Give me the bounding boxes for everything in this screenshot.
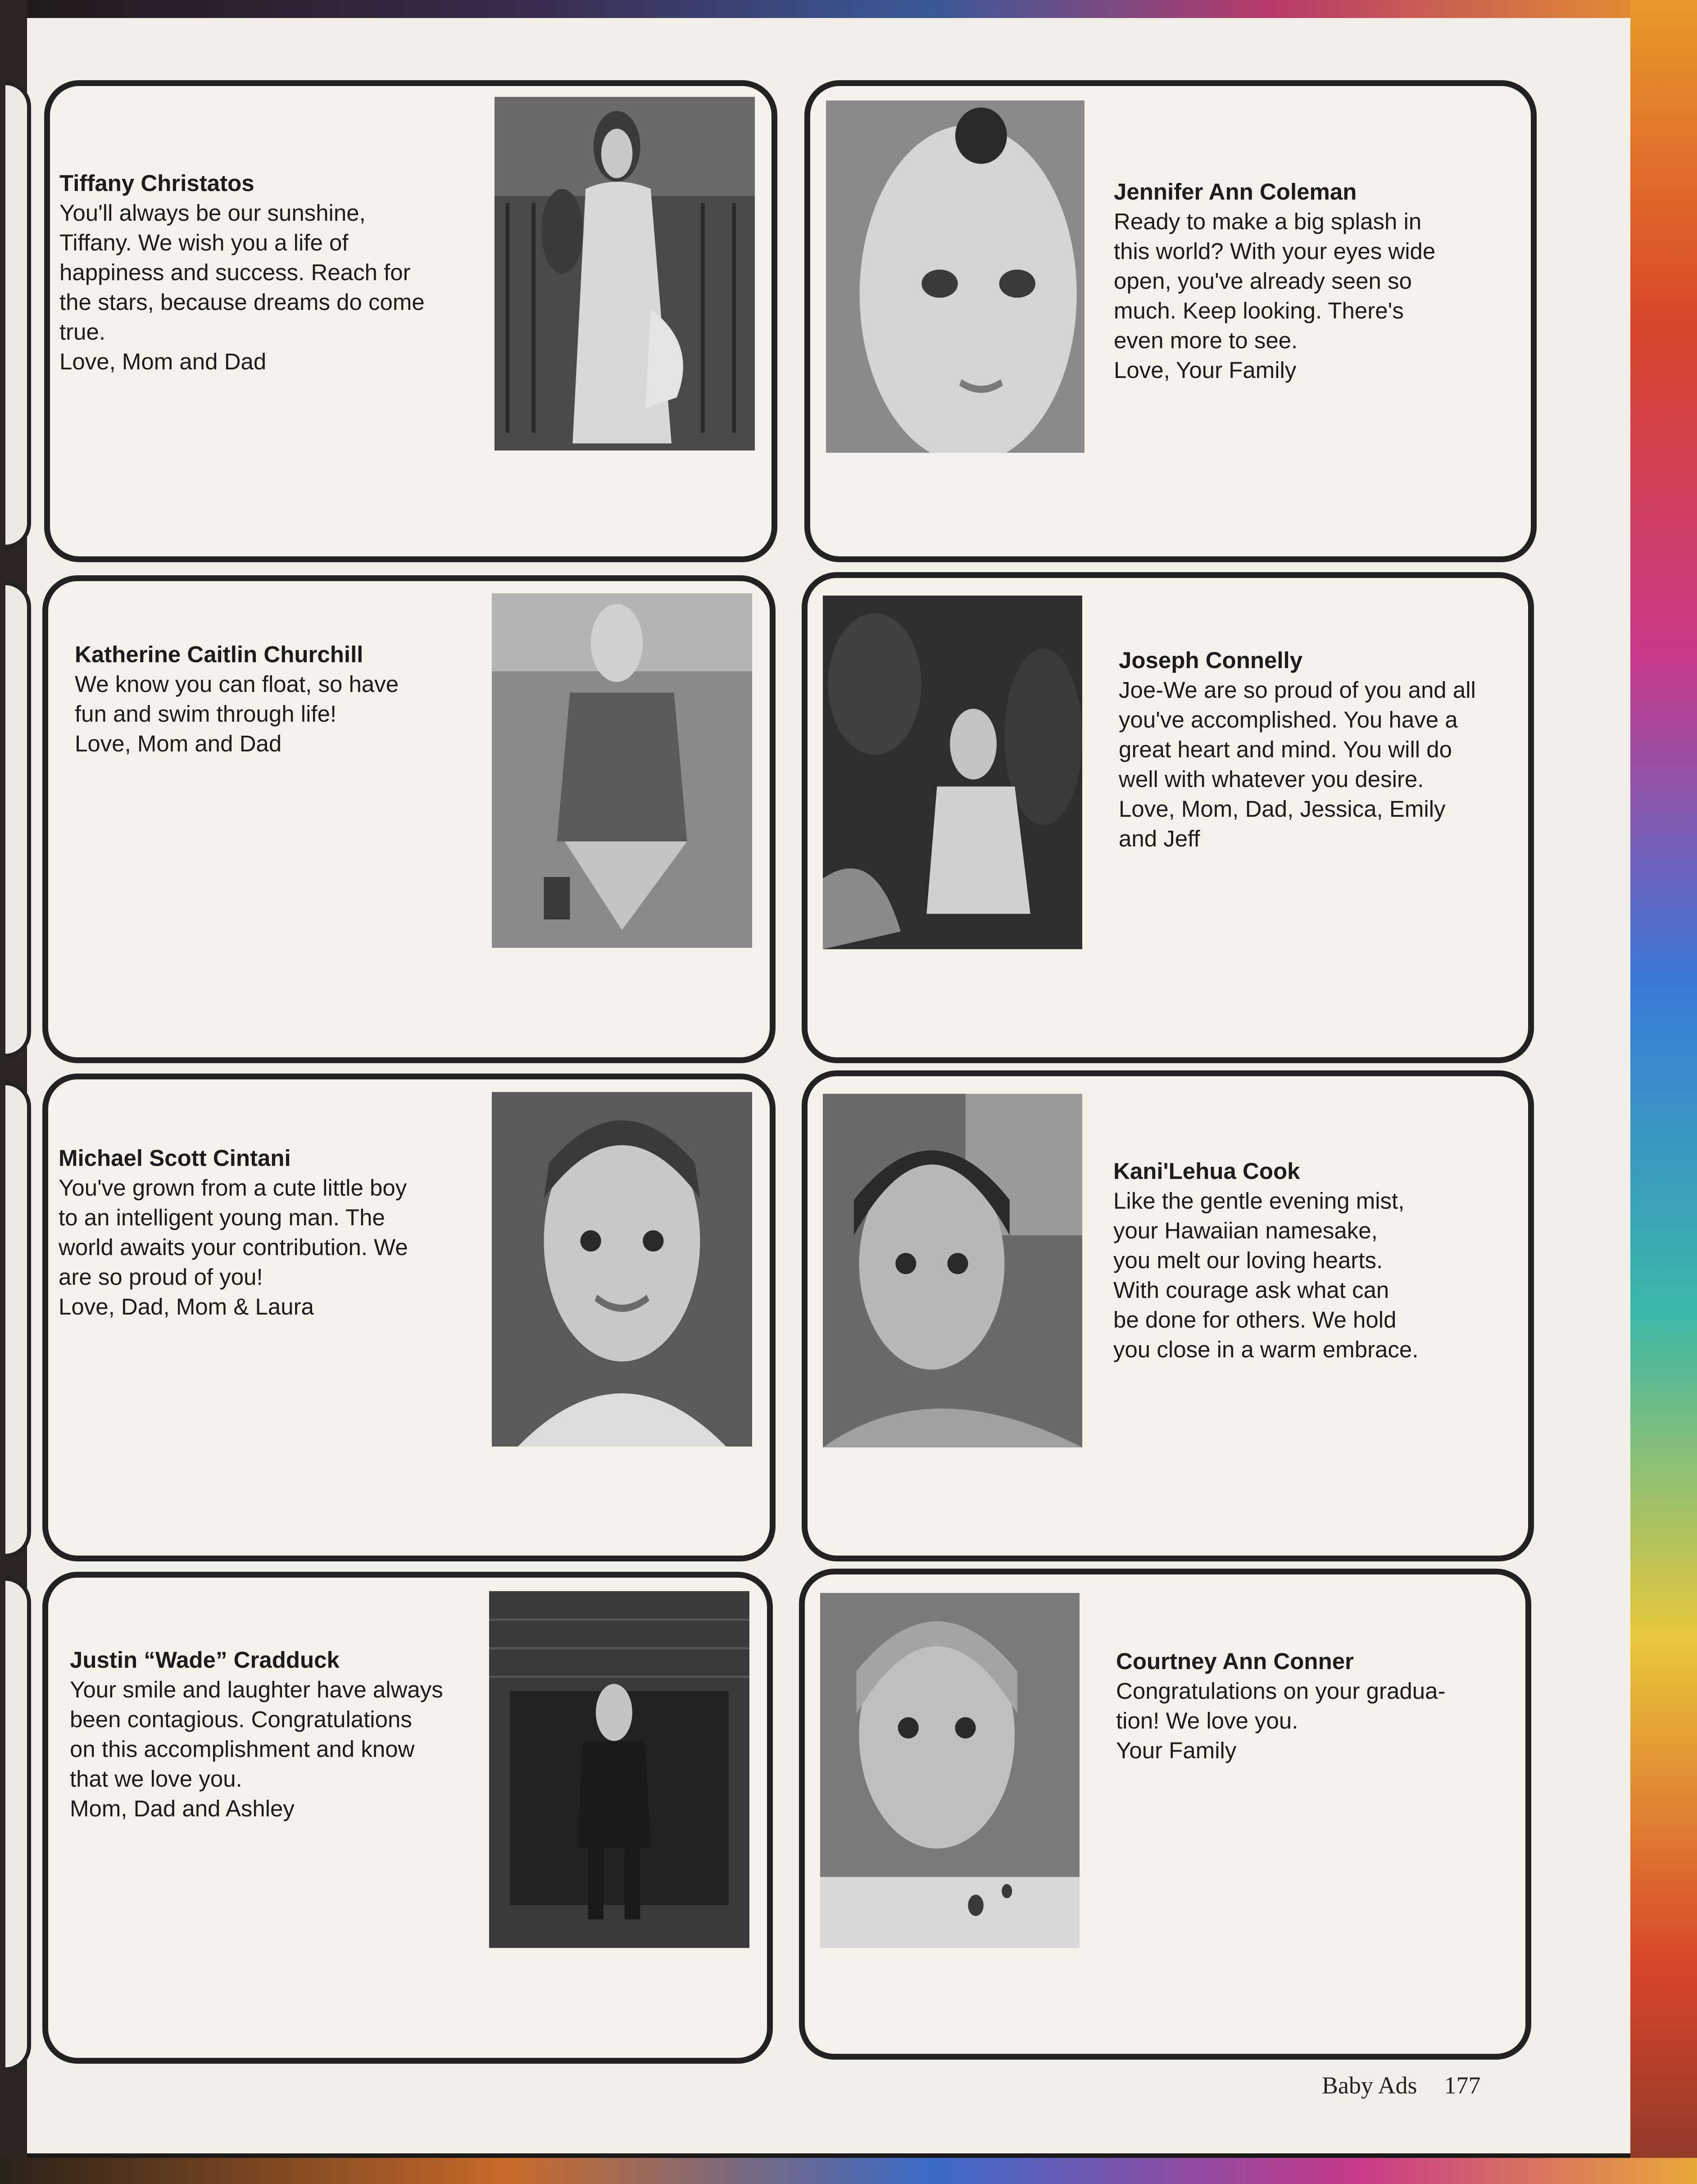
prev-page-card-edge bbox=[5, 81, 31, 549]
ad-line: happiness and success. Reach for bbox=[59, 259, 411, 285]
ad-line: Your smile and laughter have always bbox=[70, 1677, 443, 1702]
ad-line: to an intelligent young man. The bbox=[59, 1205, 385, 1230]
ad-line: your Hawaiian namesake, bbox=[1113, 1218, 1378, 1243]
ad-line: Love, Your Family bbox=[1114, 357, 1297, 383]
baby-photo-girl-eating-cake bbox=[820, 1593, 1080, 1948]
prev-page-card-edge bbox=[5, 1577, 31, 2071]
page-footer bbox=[1322, 2071, 1481, 2099]
baby-photo-girl-on-beach bbox=[492, 593, 752, 948]
page-edge-stack bbox=[1630, 0, 1697, 2184]
ad-line: the stars, because dreams do come bbox=[59, 289, 425, 315]
ad-text bbox=[59, 168, 474, 377]
ad-line: world awaits your contribution. We bbox=[59, 1234, 408, 1260]
ad-text bbox=[75, 640, 480, 759]
ad-student-name: Katherine Caitlin Churchill bbox=[75, 642, 363, 667]
ad-line: Mom, Dad and Ashley bbox=[70, 1796, 295, 1821]
ad-line: true. bbox=[59, 319, 106, 345]
ad-line: Like the gentle evening mist, bbox=[1113, 1188, 1405, 1214]
ad-line: you close in a warm embrace. bbox=[1113, 1337, 1419, 1362]
ad-line: You've grown from a cute little boy bbox=[59, 1175, 407, 1201]
ad-student-name: Jennifer Ann Coleman bbox=[1114, 179, 1357, 205]
ad-line: you've accomplished. You have a bbox=[1119, 707, 1458, 733]
ad-line: Joe-We are so proud of you and all bbox=[1119, 677, 1476, 703]
ad-line: Love, Dad, Mom & Laura bbox=[59, 1294, 314, 1320]
baby-photo-girl-with-doll bbox=[495, 97, 755, 450]
ad-line: even more to see. bbox=[1114, 328, 1298, 353]
ad-line: on this accomplishment and know bbox=[70, 1736, 415, 1762]
ad-student-name: Courtney Ann Conner bbox=[1116, 1648, 1354, 1674]
ad-line: much. Keep looking. There's bbox=[1114, 298, 1404, 323]
baby-photo-boy-portrait bbox=[492, 1092, 752, 1447]
ad-line: Congratulations on your gradua- bbox=[1116, 1678, 1446, 1704]
ad-line: open, you've already seen so bbox=[1114, 268, 1412, 294]
ad-line: You'll always be our sunshine, bbox=[59, 200, 366, 226]
ad-line: With courage ask what can bbox=[1113, 1277, 1389, 1303]
prev-page-card-edge bbox=[5, 581, 31, 1058]
ad-line: are so proud of you! bbox=[59, 1264, 263, 1290]
ad-line: you melt our loving hearts. bbox=[1113, 1247, 1383, 1273]
ad-line: Love, Mom and Dad bbox=[59, 349, 267, 374]
ad-student-name: Justin “Wade” Cradduck bbox=[70, 1647, 340, 1673]
prev-page-card-edge bbox=[5, 1081, 31, 1558]
baby-photo-infant-face bbox=[826, 100, 1084, 453]
ad-line: Ready to make a big splash in bbox=[1114, 209, 1422, 234]
ad-text bbox=[1119, 646, 1524, 854]
ad-line: great heart and mind. You will do bbox=[1119, 737, 1452, 762]
ad-line: Tiffany. We wish you a life of bbox=[59, 230, 349, 255]
ad-line: and Jeff bbox=[1119, 826, 1200, 851]
ad-line: Love, Mom, Dad, Jessica, Emily bbox=[1119, 796, 1446, 822]
ad-line: We know you can float, so have bbox=[75, 671, 399, 697]
ad-student-name: Michael Scott Cintani bbox=[59, 1145, 291, 1171]
ad-line: well with whatever you desire. bbox=[1119, 766, 1424, 792]
ad-student-name: Joseph Connelly bbox=[1119, 647, 1303, 673]
baby-photo-boy-by-fireplace bbox=[489, 1591, 749, 1948]
ad-text bbox=[1116, 1647, 1503, 1765]
ad-text bbox=[1114, 177, 1519, 385]
ad-line: be done for others. We hold bbox=[1113, 1307, 1397, 1333]
ad-line: Your Family bbox=[1116, 1738, 1237, 1763]
ad-line: that we love you. bbox=[70, 1766, 242, 1792]
page-number: 177 bbox=[1444, 2072, 1481, 2099]
ad-line: been contagious. Congratulations bbox=[70, 1706, 412, 1732]
ad-line: tion! We love you. bbox=[1116, 1708, 1298, 1734]
ad-text bbox=[1113, 1156, 1519, 1365]
baby-photo-toddler-in-garden bbox=[823, 596, 1082, 949]
ad-line: fun and swim through life! bbox=[75, 701, 337, 727]
ad-student-name: Tiffany Christatos bbox=[59, 170, 254, 196]
ad-student-name: Kani'Lehua Cook bbox=[1113, 1158, 1300, 1184]
baby-photo-girl-pigtails bbox=[823, 1094, 1082, 1447]
footer-section: Baby Ads bbox=[1322, 2072, 1417, 2099]
ad-text bbox=[59, 1143, 473, 1322]
ad-line: this world? With your eyes wide bbox=[1114, 238, 1436, 264]
page-top-edge bbox=[0, 0, 1697, 20]
ad-text bbox=[70, 1645, 489, 1824]
page-bottom-edge bbox=[0, 2158, 1697, 2184]
ad-line: Love, Mom and Dad bbox=[75, 731, 282, 756]
